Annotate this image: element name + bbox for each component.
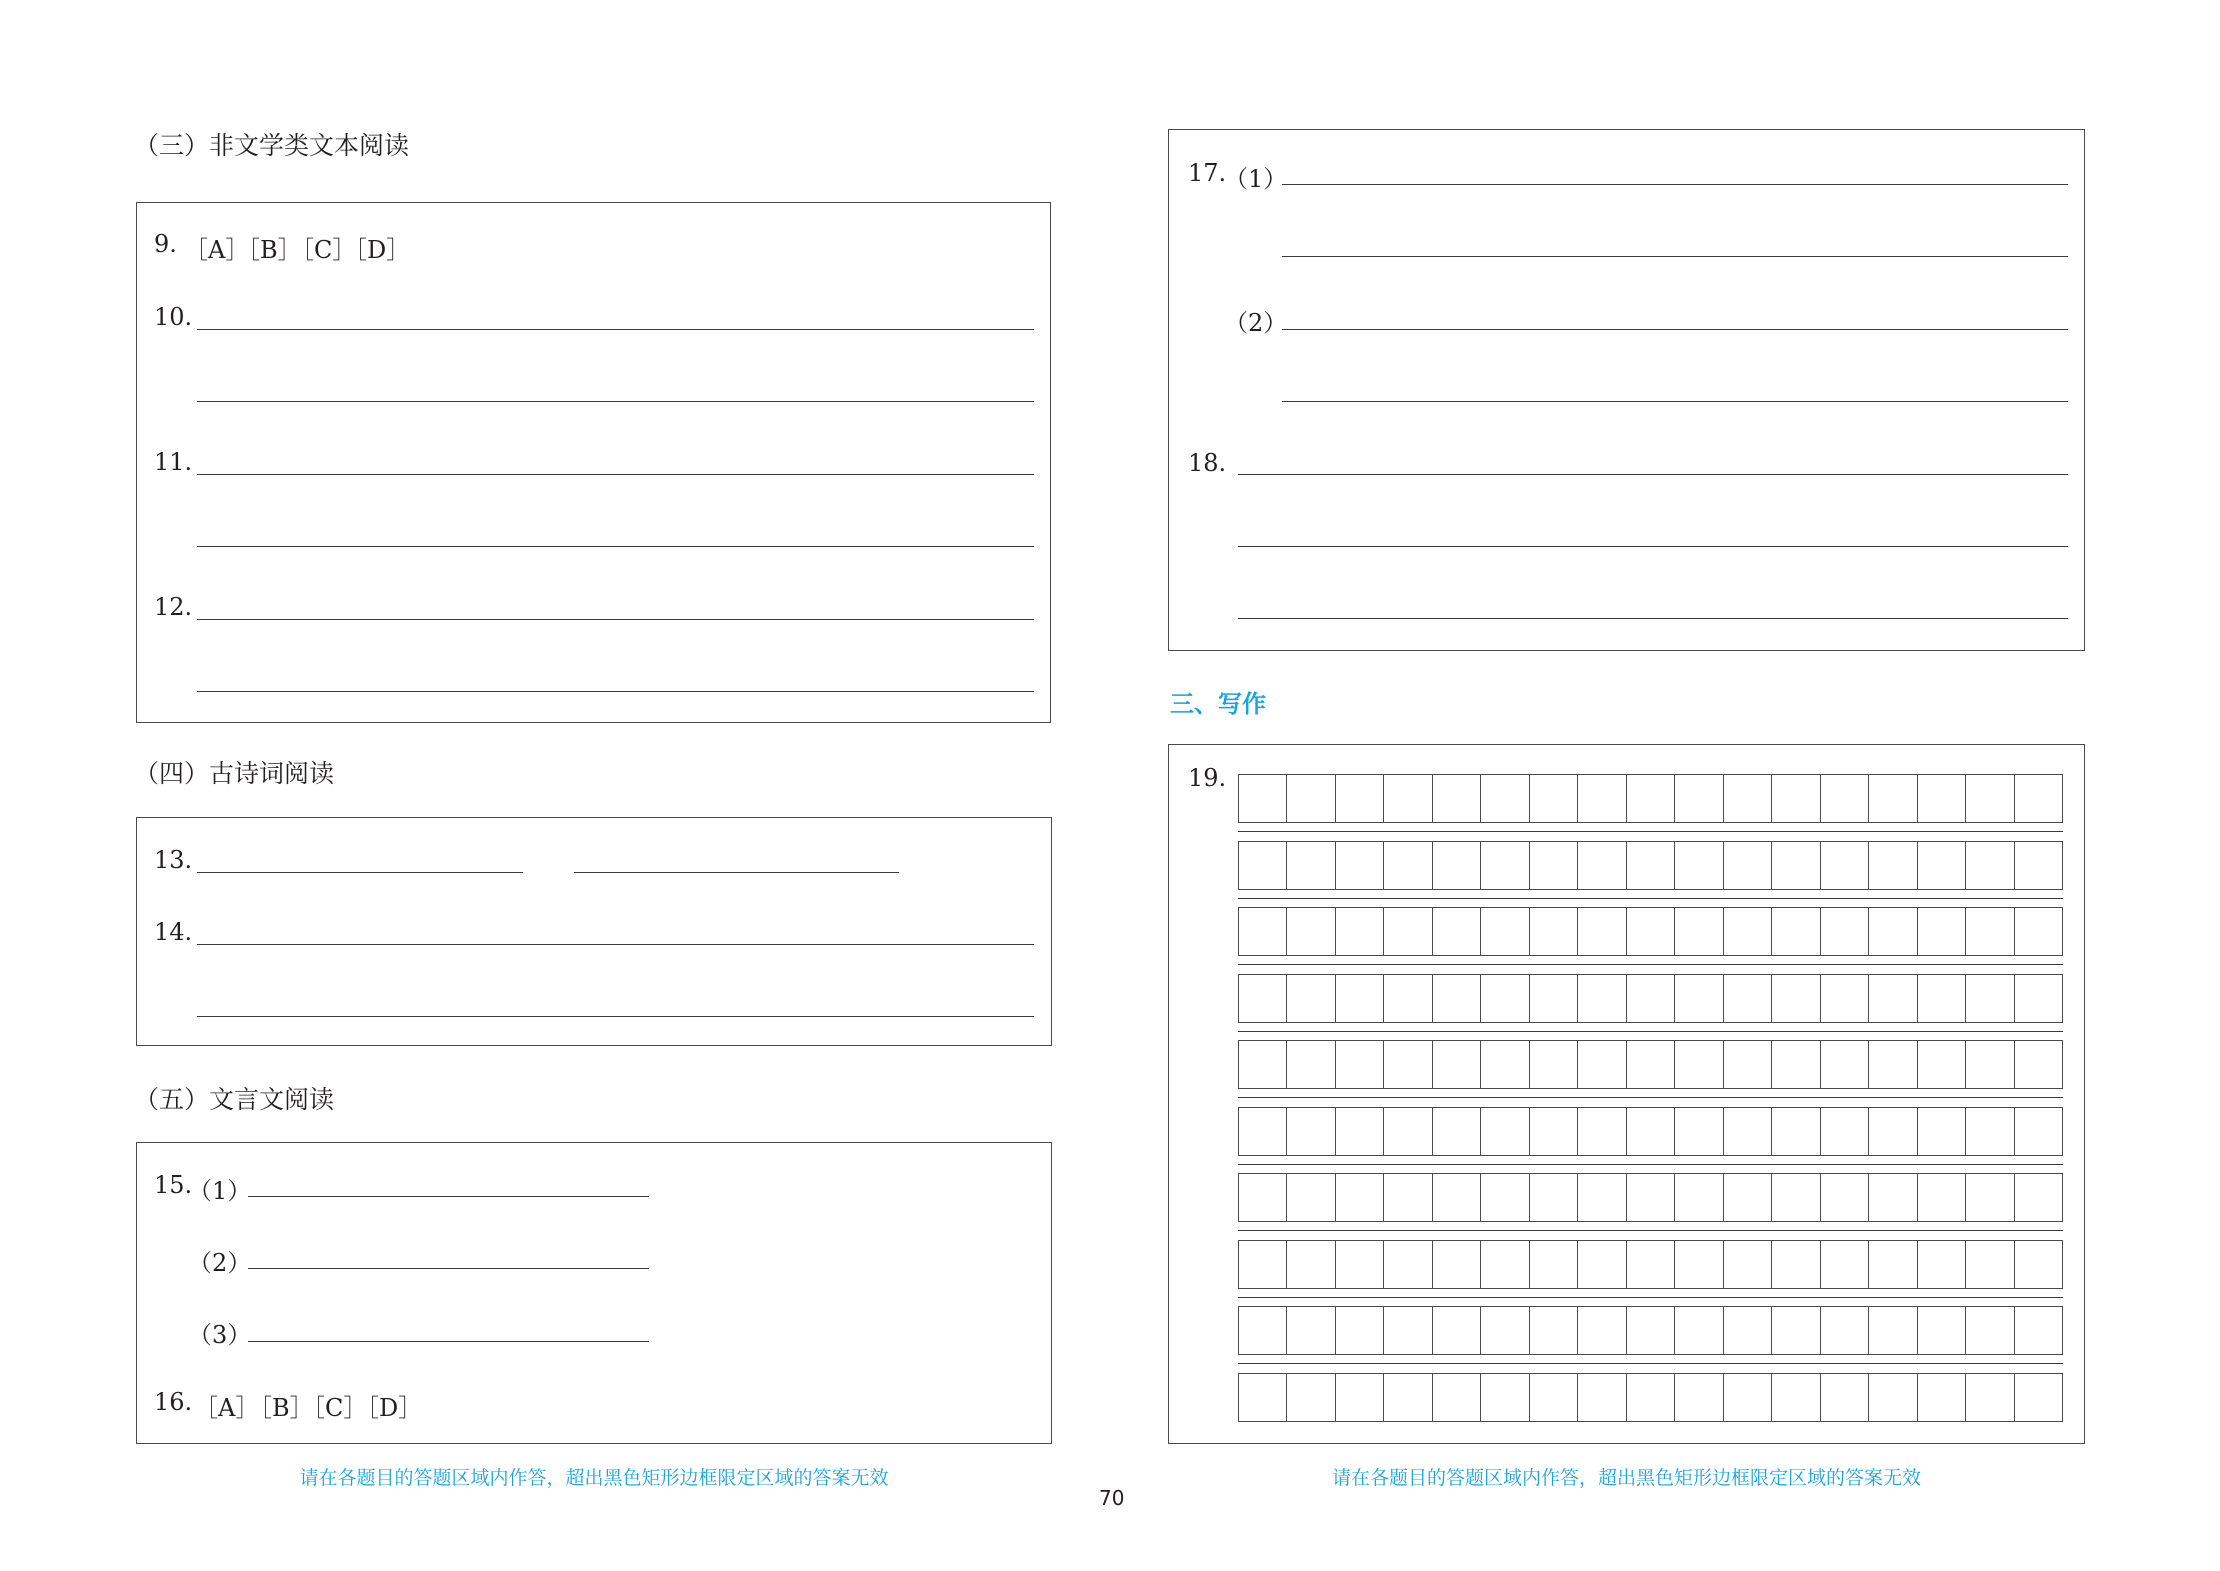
grid-cell[interactable] — [1675, 842, 1723, 889]
grid-cell[interactable] — [1724, 775, 1772, 822]
grid-cell[interactable] — [1433, 975, 1481, 1022]
grid-cell[interactable] — [1869, 1108, 1917, 1155]
grid-cell[interactable] — [2015, 1041, 2062, 1088]
grid-cell[interactable] — [2015, 842, 2062, 889]
grid-cell[interactable] — [1821, 842, 1869, 889]
grid-cell[interactable] — [1481, 1307, 1529, 1354]
grid-cell[interactable] — [1918, 1041, 1966, 1088]
grid-cell[interactable] — [1821, 1241, 1869, 1288]
grid-cell[interactable] — [1724, 908, 1772, 955]
grid-cell[interactable] — [1384, 908, 1432, 955]
page-number: 70 — [1099, 1486, 1125, 1510]
grid-cell[interactable] — [1627, 1108, 1675, 1155]
grid-cell[interactable] — [1239, 1108, 1287, 1155]
grid-cell[interactable] — [2015, 1108, 2062, 1155]
grid-cell[interactable] — [1481, 1374, 1529, 1421]
grid-row — [1238, 1240, 2063, 1289]
grid-cell[interactable] — [1384, 1374, 1432, 1421]
answer-box-q9-q12 — [136, 202, 1051, 723]
grid-cell[interactable] — [1627, 775, 1675, 822]
grid-row — [1238, 1107, 2063, 1156]
grid-cell[interactable] — [1530, 842, 1578, 889]
grid-cell[interactable] — [1724, 1108, 1772, 1155]
grid-cell[interactable] — [1918, 842, 1966, 889]
section-title-writing: 三、写作 — [1170, 690, 1266, 718]
q17-sub1-answer-line-2[interactable] — [1282, 256, 2068, 257]
grid-cell[interactable] — [1336, 1241, 1384, 1288]
grid-cell[interactable] — [1966, 842, 2014, 889]
q14-answer-line-2[interactable] — [197, 1016, 1034, 1017]
grid-cell[interactable] — [1239, 1241, 1287, 1288]
q19-label: 19. — [1188, 764, 1227, 792]
grid-cell[interactable] — [1481, 1174, 1529, 1221]
q17-label: 17. — [1188, 159, 1227, 187]
grid-cell[interactable] — [2015, 1374, 2062, 1421]
q11-answer-line-2[interactable] — [197, 546, 1034, 547]
grid-row-gap-line — [1238, 1031, 2063, 1032]
grid-cell[interactable] — [1287, 1374, 1335, 1421]
grid-cell[interactable] — [1821, 975, 1869, 1022]
grid-cell[interactable] — [1918, 1241, 1966, 1288]
grid-cell[interactable] — [1287, 1108, 1335, 1155]
grid-cell[interactable] — [1966, 1174, 2014, 1221]
grid-cell[interactable] — [1336, 1374, 1384, 1421]
grid-cell[interactable] — [1869, 975, 1917, 1022]
grid-row-gap-line — [1238, 1097, 2063, 1098]
grid-row — [1238, 1173, 2063, 1222]
grid-cell[interactable] — [1287, 1241, 1335, 1288]
grid-cell[interactable] — [1239, 908, 1287, 955]
grid-cell[interactable] — [1966, 1108, 2014, 1155]
grid-cell[interactable] — [1627, 1374, 1675, 1421]
grid-cell[interactable] — [1772, 1174, 1820, 1221]
q11-answer-line-1[interactable] — [197, 474, 1034, 475]
grid-cell[interactable] — [1481, 908, 1529, 955]
grid-cell[interactable] — [1966, 1307, 2014, 1354]
q13-answer-line-2[interactable] — [574, 872, 899, 873]
q9-option-c[interactable]: ［C］ — [290, 236, 357, 264]
grid-cell[interactable] — [1530, 1041, 1578, 1088]
grid-cell[interactable] — [1821, 1307, 1869, 1354]
q12-answer-line-1[interactable] — [197, 619, 1034, 620]
grid-cell[interactable] — [2015, 1307, 2062, 1354]
grid-cell[interactable] — [1869, 842, 1917, 889]
section-title-nonliterary-reading: （三）非文学类文本阅读 — [134, 131, 410, 160]
grid-cell[interactable] — [1966, 975, 2014, 1022]
grid-cell[interactable] — [1239, 1174, 1287, 1221]
q12-label: 12. — [154, 593, 193, 621]
q10-answer-line-2[interactable] — [197, 401, 1034, 402]
grid-cell[interactable] — [1627, 908, 1675, 955]
q10-answer-line-1[interactable] — [197, 329, 1034, 330]
q14-answer-line-1[interactable] — [197, 944, 1034, 945]
grid-cell[interactable] — [1336, 1174, 1384, 1221]
section-title-poetry-reading: （四）古诗词阅读 — [134, 759, 335, 788]
grid-cell[interactable] — [1433, 1374, 1481, 1421]
grid-cell[interactable] — [1966, 1374, 2014, 1421]
grid-cell[interactable] — [1675, 1108, 1723, 1155]
q13-label: 13. — [154, 846, 193, 874]
grid-cell[interactable] — [1772, 1307, 1820, 1354]
q15-sub1-label: （1） — [188, 1177, 252, 1205]
grid-cell[interactable] — [1481, 842, 1529, 889]
grid-row — [1238, 841, 2063, 890]
q16-option-c[interactable]: ［C］ — [301, 1394, 368, 1422]
answer-area-notice-left: 请在各题目的答题区域内作答，超出黑色矩形边框限定区域的答案无效 — [299, 1467, 889, 1489]
grid-cell[interactable] — [1869, 1174, 1917, 1221]
q12-answer-line-2[interactable] — [197, 691, 1034, 692]
grid-cell[interactable] — [1675, 1174, 1723, 1221]
grid-row — [1238, 1040, 2063, 1089]
grid-cell[interactable] — [1336, 775, 1384, 822]
grid-cell[interactable] — [1869, 1374, 1917, 1421]
grid-cell[interactable] — [2015, 975, 2062, 1022]
grid-cell[interactable] — [1433, 1174, 1481, 1221]
grid-cell[interactable] — [1772, 1041, 1820, 1088]
grid-cell[interactable] — [1336, 1307, 1384, 1354]
q9-option-a[interactable]: ［A］ — [184, 236, 250, 264]
grid-cell[interactable] — [1675, 775, 1723, 822]
grid-cell[interactable] — [1336, 908, 1384, 955]
grid-cell[interactable] — [1821, 1041, 1869, 1088]
grid-cell[interactable] — [1336, 1041, 1384, 1088]
q18-answer-line-2[interactable] — [1238, 546, 2068, 547]
q16-option-a[interactable]: ［A］ — [194, 1394, 260, 1422]
grid-cell[interactable] — [1578, 975, 1626, 1022]
q18-label: 18. — [1188, 449, 1227, 477]
grid-cell[interactable] — [1966, 1241, 2014, 1288]
grid-cell[interactable] — [1675, 1307, 1723, 1354]
q17-sub1-label: （1） — [1224, 165, 1288, 193]
grid-row-gap-line — [1238, 898, 2063, 899]
grid-cell[interactable] — [1675, 1241, 1723, 1288]
grid-cell[interactable] — [1918, 1374, 1966, 1421]
grid-cell[interactable] — [1724, 1241, 1772, 1288]
grid-cell[interactable] — [1918, 908, 1966, 955]
grid-cell[interactable] — [2015, 1174, 2062, 1221]
grid-cell[interactable] — [2015, 908, 2062, 955]
grid-cell[interactable] — [1530, 1241, 1578, 1288]
grid-cell[interactable] — [1287, 842, 1335, 889]
q17-sub1-answer-line-1[interactable] — [1282, 184, 2068, 185]
q15-sub2-answer-line[interactable] — [248, 1268, 649, 1269]
q14-label: 14. — [154, 918, 193, 946]
grid-cell[interactable] — [1966, 908, 2014, 955]
grid-cell[interactable] — [1481, 1241, 1529, 1288]
grid-cell[interactable] — [1918, 975, 1966, 1022]
grid-row-gap-line — [1238, 1230, 2063, 1231]
grid-cell[interactable] — [1530, 1307, 1578, 1354]
grid-cell[interactable] — [1918, 775, 1966, 822]
q16-option-b[interactable]: ［B］ — [248, 1394, 314, 1422]
grid-cell[interactable] — [1530, 975, 1578, 1022]
grid-cell[interactable] — [1239, 1374, 1287, 1421]
grid-cell[interactable] — [1530, 775, 1578, 822]
q17-sub2-label: （2） — [1224, 309, 1288, 337]
grid-cell[interactable] — [1384, 775, 1432, 822]
grid-cell[interactable] — [1481, 775, 1529, 822]
grid-cell[interactable] — [1530, 1108, 1578, 1155]
grid-cell[interactable] — [1239, 775, 1287, 822]
grid-cell[interactable] — [1869, 1241, 1917, 1288]
answer-area-notice-right: 请在各题目的答题区域内作答，超出黑色矩形边框限定区域的答案无效 — [1331, 1467, 1921, 1489]
grid-cell[interactable] — [1384, 1174, 1432, 1221]
grid-cell[interactable] — [1530, 1374, 1578, 1421]
grid-cell[interactable] — [1578, 842, 1626, 889]
grid-cell[interactable] — [1578, 1041, 1626, 1088]
grid-cell[interactable] — [1918, 1174, 1966, 1221]
grid-cell[interactable] — [1918, 1307, 1966, 1354]
q15-sub3-label: （3） — [188, 1321, 252, 1349]
grid-cell[interactable] — [1821, 1108, 1869, 1155]
grid-cell[interactable] — [1578, 1241, 1626, 1288]
grid-cell[interactable] — [1724, 1307, 1772, 1354]
grid-cell[interactable] — [1772, 1108, 1820, 1155]
grid-cell[interactable] — [1918, 1108, 1966, 1155]
q17-sub2-answer-line-2[interactable] — [1282, 401, 2068, 402]
grid-row-gap-line — [1238, 1363, 2063, 1364]
grid-row — [1238, 1306, 2063, 1355]
grid-cell[interactable] — [1384, 842, 1432, 889]
grid-cell[interactable] — [2015, 775, 2062, 822]
grid-cell[interactable] — [1821, 775, 1869, 822]
q15-label: 15. — [154, 1171, 193, 1199]
q9-option-b[interactable]: ［B］ — [236, 236, 302, 264]
grid-cell[interactable] — [1966, 1041, 2014, 1088]
q10-label: 10. — [154, 303, 193, 331]
q18-answer-line-1[interactable] — [1238, 474, 2068, 475]
grid-cell[interactable] — [1481, 975, 1529, 1022]
grid-cell[interactable] — [1772, 908, 1820, 955]
q9-label: 9. — [154, 230, 177, 258]
grid-cell[interactable] — [1821, 908, 1869, 955]
grid-row-gap-line — [1238, 1297, 2063, 1298]
grid-cell[interactable] — [1530, 908, 1578, 955]
grid-cell[interactable] — [1772, 1374, 1820, 1421]
grid-cell[interactable] — [1675, 975, 1723, 1022]
grid-cell[interactable] — [1239, 842, 1287, 889]
q11-label: 11. — [154, 448, 193, 476]
grid-cell[interactable] — [1627, 975, 1675, 1022]
q18-answer-line-3[interactable] — [1238, 618, 2068, 619]
grid-row — [1238, 774, 2063, 823]
grid-cell[interactable] — [1627, 1041, 1675, 1088]
q13-answer-line-1[interactable] — [197, 872, 523, 873]
grid-cell[interactable] — [1287, 1174, 1335, 1221]
grid-cell[interactable] — [1869, 1041, 1917, 1088]
q15-sub2-label: （2） — [188, 1249, 252, 1277]
q17-sub2-answer-line-1[interactable] — [1282, 329, 2068, 330]
grid-cell[interactable] — [1675, 908, 1723, 955]
grid-cell[interactable] — [1287, 775, 1335, 822]
grid-cell[interactable] — [1433, 1241, 1481, 1288]
grid-cell[interactable] — [1530, 1174, 1578, 1221]
grid-cell[interactable] — [1966, 775, 2014, 822]
grid-cell[interactable] — [1675, 1041, 1723, 1088]
grid-cell[interactable] — [1724, 1041, 1772, 1088]
grid-cell[interactable] — [1724, 975, 1772, 1022]
grid-cell[interactable] — [1772, 975, 1820, 1022]
q15-sub3-answer-line[interactable] — [248, 1341, 649, 1342]
grid-row — [1238, 907, 2063, 956]
grid-cell[interactable] — [1384, 1241, 1432, 1288]
grid-cell[interactable] — [1821, 1174, 1869, 1221]
grid-cell[interactable] — [1869, 908, 1917, 955]
grid-cell[interactable] — [1578, 775, 1626, 822]
grid-cell[interactable] — [1239, 1307, 1287, 1354]
section-title-classical-chinese-reading: （五）文言文阅读 — [134, 1085, 335, 1114]
grid-cell[interactable] — [1578, 1374, 1626, 1421]
grid-cell[interactable] — [1481, 1041, 1529, 1088]
grid-cell[interactable] — [1675, 1374, 1723, 1421]
grid-row-gap-line — [1238, 964, 2063, 965]
grid-cell[interactable] — [1627, 842, 1675, 889]
grid-cell[interactable] — [1578, 1307, 1626, 1354]
grid-cell[interactable] — [1336, 975, 1384, 1022]
q16-label: 16. — [154, 1388, 193, 1416]
grid-row — [1238, 1373, 2063, 1422]
grid-cell[interactable] — [1578, 1174, 1626, 1221]
grid-cell[interactable] — [1336, 842, 1384, 889]
grid-cell[interactable] — [1433, 1307, 1481, 1354]
grid-cell[interactable] — [1869, 1307, 1917, 1354]
grid-cell[interactable] — [1724, 1174, 1772, 1221]
q9-option-d[interactable]: ［D］ — [343, 236, 411, 264]
grid-cell[interactable] — [1772, 775, 1820, 822]
grid-cell[interactable] — [1336, 1108, 1384, 1155]
grid-cell[interactable] — [1433, 1108, 1481, 1155]
answer-box-q13-q14 — [136, 817, 1052, 1046]
grid-cell[interactable] — [1627, 1307, 1675, 1354]
grid-cell[interactable] — [1724, 842, 1772, 889]
grid-cell[interactable] — [1287, 1041, 1335, 1088]
grid-cell[interactable] — [1724, 1374, 1772, 1421]
grid-cell[interactable] — [1627, 1241, 1675, 1288]
grid-row — [1238, 974, 2063, 1023]
grid-cell[interactable] — [1287, 908, 1335, 955]
grid-cell[interactable] — [1578, 1108, 1626, 1155]
grid-cell[interactable] — [1239, 1041, 1287, 1088]
grid-cell[interactable] — [1772, 842, 1820, 889]
grid-cell[interactable] — [1481, 1108, 1529, 1155]
grid-cell[interactable] — [1433, 1041, 1481, 1088]
grid-cell[interactable] — [1384, 1108, 1432, 1155]
q15-sub1-answer-line[interactable] — [248, 1196, 649, 1197]
grid-row-gap-line — [1238, 831, 2063, 832]
grid-cell[interactable] — [1384, 975, 1432, 1022]
grid-row-gap-line — [1238, 1164, 2063, 1165]
grid-cell[interactable] — [1433, 908, 1481, 955]
grid-cell[interactable] — [1384, 1041, 1432, 1088]
grid-cell[interactable] — [1627, 1174, 1675, 1221]
grid-cell[interactable] — [1869, 775, 1917, 822]
grid-cell[interactable] — [1287, 1307, 1335, 1354]
grid-cell[interactable] — [1287, 975, 1335, 1022]
grid-cell[interactable] — [1821, 1374, 1869, 1421]
grid-cell[interactable] — [2015, 1241, 2062, 1288]
grid-cell[interactable] — [1772, 1241, 1820, 1288]
grid-cell[interactable] — [1384, 1307, 1432, 1354]
grid-cell[interactable] — [1578, 908, 1626, 955]
grid-cell[interactable] — [1433, 842, 1481, 889]
grid-cell[interactable] — [1239, 975, 1287, 1022]
q16-option-d[interactable]: ［D］ — [355, 1394, 423, 1422]
grid-cell[interactable] — [1433, 775, 1481, 822]
answer-box-q17-q18 — [1168, 129, 2085, 651]
